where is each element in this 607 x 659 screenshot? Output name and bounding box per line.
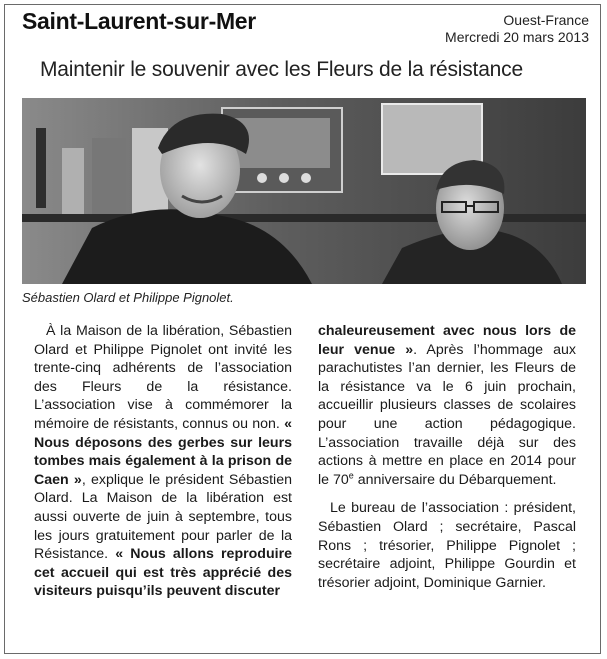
paragraph-2: Le bureau de l’association : président, Sébastien Olard ; secrétaire, Pascal Rons ; trésorier, Philippe Pignolet ; secrétaire adjoint, Philippe Gourdin et trésorier adjoint, Dominique Garnier. <box>318 500 576 591</box>
article-column-left <box>34 322 292 601</box>
article-headline: Maintenir le souvenir avec les Fleurs de la résistance <box>40 58 523 81</box>
publication-date: Mercredi 20 mars 2013 <box>445 29 589 45</box>
article-photo <box>22 98 586 284</box>
ordinal-suffix: e <box>348 470 354 481</box>
publication-name: Ouest-France <box>503 12 589 28</box>
text-run: . Après l’hommage aux parachutistes l’an dernier, les Fleurs de la résistance va le 6 juin prochain, accueillir plusieurs classes de scolaires pour une action pédagogique. L’association travaille déjà sur des actions à mettre en place en 2014 pour le 70 <box>318 341 576 488</box>
locality-title: Saint-Laurent-sur-Mer <box>22 8 256 34</box>
quote-text: chaleureusement avec nous lors de leur venue » <box>318 323 576 358</box>
paragraph-1-continued <box>318 322 576 489</box>
quote-text: « Nous déposons des gerbes sur leurs tombes mais également à la prison de Caen » <box>34 415 292 488</box>
article-column-right <box>318 322 576 592</box>
publication-info <box>445 12 589 46</box>
paragraph-1 <box>34 322 292 601</box>
text-run: À la Maison de la libération, Sébastien Olard et Philippe Pignolet ont invité les trente-cinq adhérents de l’association des Fleurs de la résistance. L’association vise à commémorer la mémoire de résistants, connus ou non. <box>34 323 292 432</box>
photo-caption: Sébastien Olard et Philippe Pignolet. <box>22 290 234 305</box>
quote-text: « Nous allons reproduire cet accueil qui est très apprécié des visiteurs puisqu’ils peuvent discuter <box>34 546 292 600</box>
text-run: , explique le président Sébastien Olard. La Maison de la libération est aussi ouverte de juin à septembre, tous les jours gratuitement pour parler de la Résistance. <box>34 471 292 563</box>
text-run: anniversaire du Débarquement. <box>353 471 557 488</box>
